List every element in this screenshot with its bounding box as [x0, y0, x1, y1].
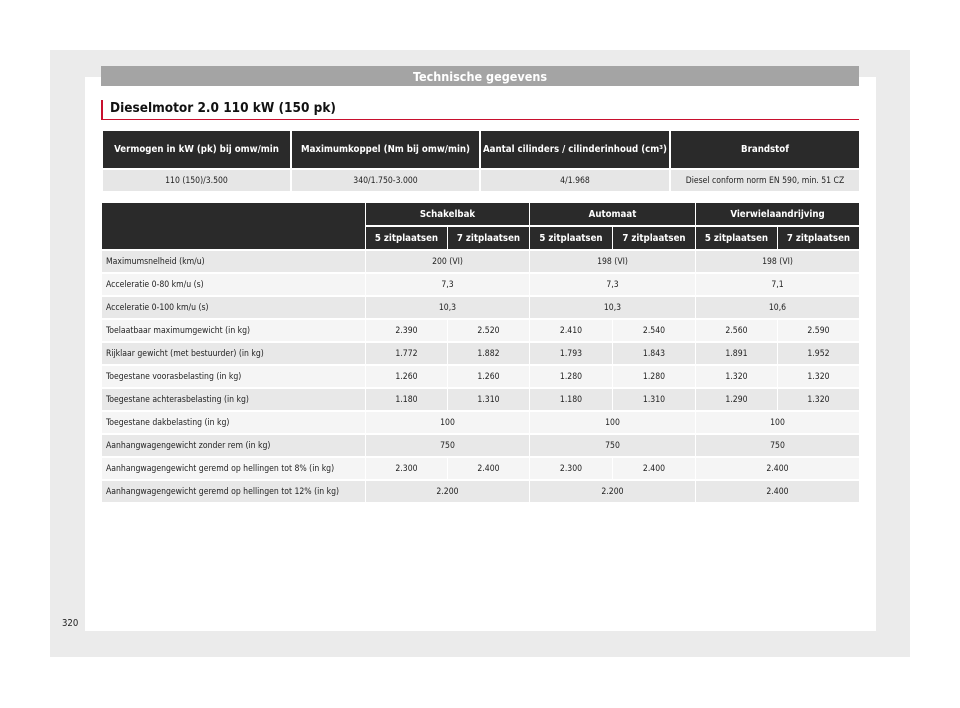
- row-value: 2.400: [696, 480, 860, 502]
- row-value: 1.260: [366, 365, 448, 388]
- spec-subheader: 5 zitplaatsen: [696, 226, 778, 250]
- spec-group-automatic: Automaat: [530, 203, 696, 226]
- row-value: 1.280: [613, 365, 696, 388]
- row-value: 2.520: [448, 319, 530, 342]
- spec-table: [101, 203, 860, 502]
- row-value: 1.952: [778, 342, 860, 365]
- row-label: Acceleratie 0-100 km/u (s): [102, 296, 366, 319]
- row-value: 198 (VI): [696, 250, 860, 273]
- table-row: [102, 296, 860, 319]
- engine-header-torque: Maximumkoppel (Nm bij omw/min): [291, 131, 480, 169]
- row-value: 198 (VI): [530, 250, 696, 273]
- row-value: 1.290: [696, 388, 778, 411]
- row-label: Aanhangwagengewicht geremd op hellingen tot 8% (in kg): [102, 457, 366, 480]
- spec-subheader: 7 zitplaatsen: [613, 226, 696, 250]
- row-value: 2.400: [613, 457, 696, 480]
- row-label: Toelaatbaar maximumgewicht (in kg): [102, 319, 366, 342]
- row-value: 1.320: [696, 365, 778, 388]
- row-value: 1.280: [530, 365, 613, 388]
- row-value: 750: [366, 434, 530, 457]
- section-title: Dieselmotor 2.0 110 kW (150 pk): [101, 100, 859, 120]
- row-label: Maximumsnelheid (km/u): [102, 250, 366, 273]
- table-row: [102, 457, 860, 480]
- row-value: 1.772: [366, 342, 448, 365]
- row-value: 750: [530, 434, 696, 457]
- table-row: [102, 250, 860, 273]
- row-label: Aanhangwagengewicht geremd op hellingen tot 12% (in kg): [102, 480, 366, 502]
- spec-group-4wd: Vierwielaandrijving: [696, 203, 860, 226]
- row-value: 10,3: [366, 296, 530, 319]
- row-value: 2.390: [366, 319, 448, 342]
- engine-header-power: Vermogen in kW (pk) bij omw/min: [102, 131, 291, 169]
- chapter-title: Technische gegevens: [412, 68, 548, 84]
- row-value: 2.560: [696, 319, 778, 342]
- spec-group-manual: Schakelbak: [366, 203, 530, 226]
- table-row: [102, 434, 860, 457]
- row-value: 2.410: [530, 319, 613, 342]
- row-value: 100: [696, 411, 860, 434]
- row-label: Rijklaar gewicht (met bestuurder) (in kg): [102, 342, 366, 365]
- row-value: 1.180: [366, 388, 448, 411]
- table-row: [102, 273, 860, 296]
- row-label: Toegestane achterasbelasting (in kg): [102, 388, 366, 411]
- row-value: 1.260: [448, 365, 530, 388]
- row-value: 100: [366, 411, 530, 434]
- spec-subheader: 7 zitplaatsen: [448, 226, 530, 250]
- row-value: 2.200: [366, 480, 530, 502]
- row-value: 750: [696, 434, 860, 457]
- spec-subheader: 5 zitplaatsen: [366, 226, 448, 250]
- row-label: Aanhangwagengewicht zonder rem (in kg): [102, 434, 366, 457]
- row-label: Acceleratie 0-80 km/u (s): [102, 273, 366, 296]
- row-value: 2.200: [530, 480, 696, 502]
- row-label: Toegestane voorasbelasting (in kg): [102, 365, 366, 388]
- engine-value-fuel: Diesel conform norm EN 590, min. 51 CZ: [670, 169, 860, 191]
- row-value: 2.300: [366, 457, 448, 480]
- row-value: 200 (VI): [366, 250, 530, 273]
- row-value: 1.843: [613, 342, 696, 365]
- table-row: [102, 411, 860, 434]
- row-value: 10,3: [530, 296, 696, 319]
- table-row: [102, 480, 860, 502]
- page-number: 320: [62, 618, 79, 629]
- row-value: 1.882: [448, 342, 530, 365]
- row-value: 2.300: [530, 457, 613, 480]
- engine-value-cylinders: 4/1.968: [480, 169, 670, 191]
- table-row: [102, 365, 860, 388]
- row-value: 1.320: [778, 365, 860, 388]
- row-value: 1.310: [613, 388, 696, 411]
- row-value: 7,3: [530, 273, 696, 296]
- engine-table: [101, 131, 861, 191]
- table-row: [102, 319, 860, 342]
- row-label: Toegestane dakbelasting (in kg): [102, 411, 366, 434]
- engine-value-torque: 340/1.750-3.000: [291, 169, 480, 191]
- row-value: 1.310: [448, 388, 530, 411]
- spec-subheader: 7 zitplaatsen: [778, 226, 860, 250]
- table-row: [102, 388, 860, 411]
- engine-value-power: 110 (150)/3.500: [102, 169, 291, 191]
- row-value: 1.891: [696, 342, 778, 365]
- row-value: 10,6: [696, 296, 860, 319]
- row-value: 100: [530, 411, 696, 434]
- engine-header-fuel: Brandstof: [670, 131, 860, 169]
- row-value: 2.590: [778, 319, 860, 342]
- chapter-header: [101, 66, 859, 86]
- table-row: [102, 342, 860, 365]
- row-value: 2.400: [696, 457, 860, 480]
- row-value: 2.540: [613, 319, 696, 342]
- row-value: 2.400: [448, 457, 530, 480]
- row-value: 1.180: [530, 388, 613, 411]
- row-value: 1.320: [778, 388, 860, 411]
- spec-header-blank: [102, 203, 366, 250]
- row-value: 7,1: [696, 273, 860, 296]
- row-value: 7,3: [366, 273, 530, 296]
- row-value: 1.793: [530, 342, 613, 365]
- spec-subheader: 5 zitplaatsen: [530, 226, 613, 250]
- engine-header-cylinders: Aantal cilinders / cilinderinhoud (cm³): [480, 131, 670, 169]
